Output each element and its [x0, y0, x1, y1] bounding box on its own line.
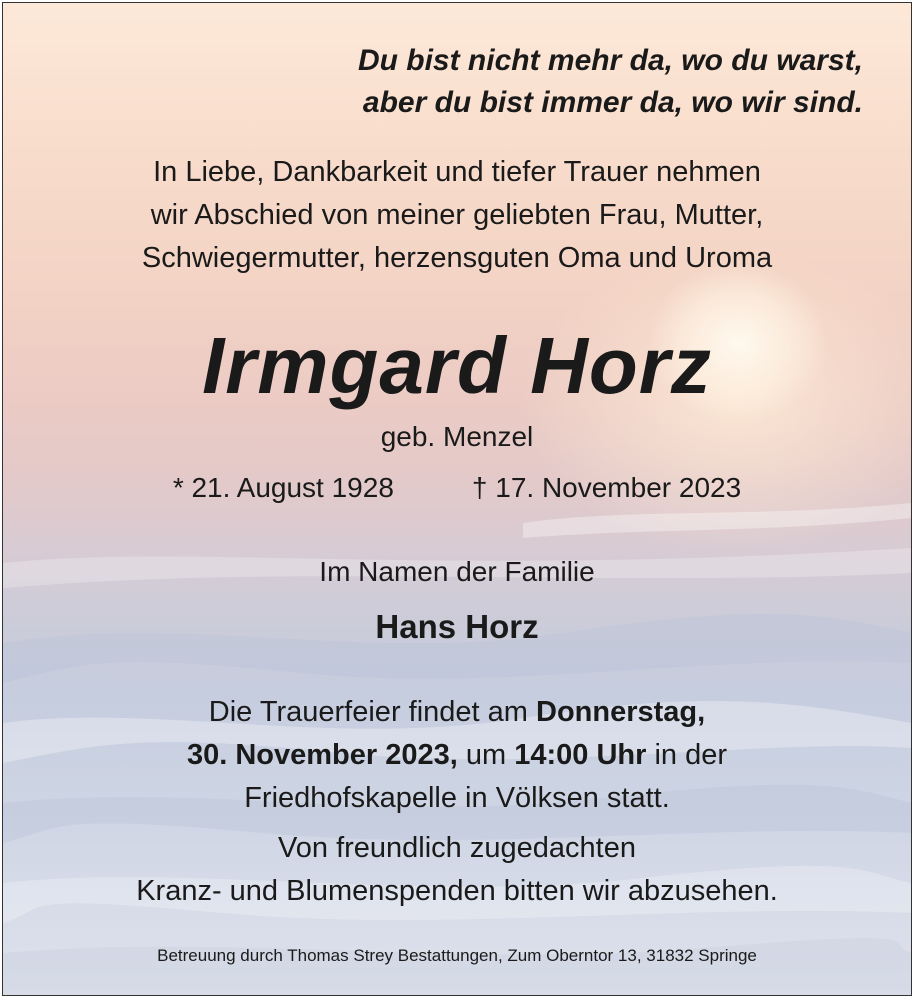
maiden-name: geb. Menzel — [380, 421, 534, 452]
life-dates — [3, 470, 911, 506]
service-text: um — [457, 739, 515, 771]
signer-name: Hans Horz — [375, 608, 539, 645]
service-line-3: Friedhofskapelle in Völksen statt. — [244, 782, 670, 814]
obituary-card — [2, 2, 912, 996]
intro-line-1: In Liebe, Dankbarkeit und tiefer Trauer nehmen — [153, 156, 761, 188]
service-date: 30. November 2023, — [186, 739, 458, 771]
service-time: 14:00 Uhr — [514, 739, 647, 771]
motto-line-2: aber du bist immer da, wo wir sind. — [362, 86, 863, 119]
service-line-2 — [3, 734, 911, 777]
funeral-home-footer: Betreuung durch Thomas Strey Bestattungen, Zum Oberntor 13, 31832 Springe — [157, 946, 757, 965]
family-label: Im Namen der Familie — [319, 556, 595, 587]
service-line-1 — [3, 691, 911, 734]
intro-line-3: Schwiegermutter, herzensguten Oma und Uroma — [141, 242, 773, 274]
birth-date: * 21. August 1928 — [172, 472, 394, 503]
deceased-name: Irmgard Horz — [202, 321, 712, 410]
flowers-line-1: Von freundlich zugedachten — [278, 832, 636, 864]
service-text: in der — [646, 739, 727, 771]
flowers-line-2: Kranz- und Blumenspenden bitten wir abzusehen. — [136, 875, 778, 907]
service-weekday: Donnerstag, — [536, 696, 706, 728]
intro-line-2: wir Abschied von meiner geliebten Frau, Mutter, — [150, 199, 764, 231]
death-date: † 17. November 2023 — [471, 472, 742, 503]
service-text: Die Trauerfeier findet am — [208, 696, 536, 728]
motto-line-1: Du bist nicht mehr da, wo du warst, — [357, 44, 863, 77]
